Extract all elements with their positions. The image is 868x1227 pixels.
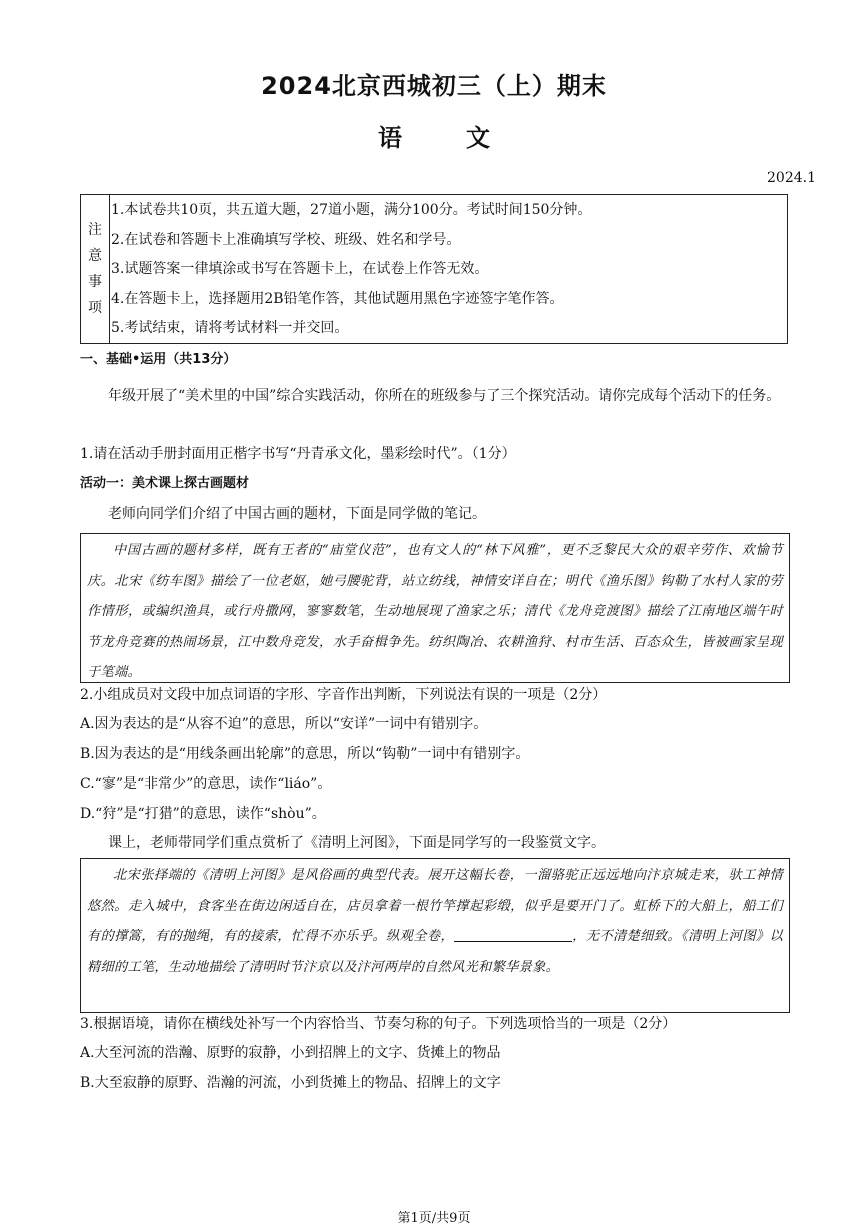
q3-option-b: B.大至寂静的原野、浩瀚的河流，小到货摊上的物品、招牌上的文字 bbox=[80, 1075, 501, 1091]
q3-option-a: A.大至河流的浩瀚、原野的寂静，小到招牌上的文字、货摊上的物品 bbox=[80, 1045, 501, 1061]
notice-item: 1.本试卷共10页，共五道大题，27道小题，满分100分。考试时间150分钟。 bbox=[111, 202, 592, 218]
notice-label bbox=[81, 195, 110, 343]
note-text: 中国古画的题材多样，既有王者的“庙堂仪范”，也有文人的“林下风雅”，更不乏黎民大众的艰辛劳作、欢愉节庆。北宋《纺车图》描绘了一位老妪，她弓腰驼背，站立纺线，神情安详自在；明代《渔乐图》钩勒了水村人家的劳作情形，或编织渔具，或行舟撒网，寥寥数笔，生动地展现了渔家之乐；清代《龙舟竞渡图》描绘了江南地区端午时节龙舟竞赛的热闹场景，江中数舟竞发，水手奋楫争先。纺织陶冶、农耕渔狩、村市生活、百态众生，皆被画家呈现于笔端。 bbox=[87, 543, 783, 680]
notice-label-char: 项 bbox=[88, 300, 102, 316]
exam-title: 2024北京西城初三（上）期末 bbox=[261, 72, 607, 100]
page-footer: 第1页/共9页 bbox=[397, 1211, 471, 1226]
exam-date: 2024.1 bbox=[767, 170, 816, 186]
appreciation-box bbox=[80, 858, 790, 1013]
question-3: 3.根据语境，请你在横线处补写一个内容恰当、节奏匀称的句子。下列选项恰当的一项是（2分） bbox=[80, 1016, 677, 1032]
subject-title: 语文 bbox=[378, 124, 554, 152]
note-box bbox=[80, 533, 790, 683]
appreciation-text-after: ，无不清楚细致。《清明上河图》以精细的工笔，生动地描绘了清明时节汴京以及汴河两岸的自然风光和繁华景象。 bbox=[87, 929, 783, 975]
section-heading: 一、基础•运用（共13分） bbox=[80, 352, 237, 367]
section-intro: 年级开展了“美术里的中国”综合实践活动，你所在的班级参与了三个探究活动。请你完成每个活动下的任务。 bbox=[108, 388, 781, 404]
q2-option-d: D.“狩”是“打猎”的意思，读作“shòu”。 bbox=[80, 806, 326, 822]
notice-label-char: 意 bbox=[88, 248, 102, 264]
appreciation-text-before: 北宋张择端的《清明上河图》是风俗画的典型代表。展开这幅长卷，一溜骆驼正远远地向汴京城走来，驮工神情悠然。走入城中，食客坐在街边闲适自在，店员拿着一根竹竿撑起彩缎，似乎是要开门了。虹桥下的大船上，船工们有的撑篙，有的抛绳，有的接索，忙得不亦乐乎。纵观全卷， bbox=[87, 868, 783, 944]
q2-option-a: A.因为表达的是“从容不迫”的意思，所以“安详”一词中有错别字。 bbox=[80, 716, 488, 732]
activity-1-intro: 老师向同学们介绍了中国古画的题材，下面是同学做的笔记。 bbox=[108, 506, 486, 522]
notice-label-char: 注 bbox=[88, 222, 102, 238]
question-1: 1.请在活动手册封面用正楷字书写“丹青承文化，墨彩绘时代”。（1分） bbox=[80, 446, 516, 462]
notice-item: 4.在答题卡上，选择题用2B铅笔作答，其他试题用黑色字迹签字笔作答。 bbox=[111, 290, 564, 307]
notice-items bbox=[111, 197, 591, 345]
notice-label-char: 事 bbox=[88, 274, 102, 290]
activity-1-heading: 活动一：美术课上探古画题材 bbox=[80, 476, 250, 491]
notice-item: 2.在试卷和答题卡上准确填写学校、班级、姓名和学号。 bbox=[111, 231, 461, 248]
question-2: 2.小组成员对文段中加点词语的字形、字音作出判断，下列说法有误的一项是（2分） bbox=[80, 687, 607, 703]
notice-item: 5.考试结束，请将考试材料一并交回。 bbox=[111, 320, 349, 336]
notice-item: 3.试题答案一律填涂或书写在答题卡上，在试卷上作答无效。 bbox=[111, 261, 489, 277]
q2-after-text: 课上，老师带同学们重点赏析了《清明上河图》，下面是同学写的一段鉴赏文字。 bbox=[108, 835, 605, 851]
notice-table bbox=[80, 194, 788, 344]
answer-blank[interactable] bbox=[454, 925, 572, 942]
q2-option-c: C.“寥”是“非常少”的意思，读作“liáo”。 bbox=[80, 776, 332, 792]
q2-option-b: B.因为表达的是“用线条画出轮廓”的意思，所以“钩勒”一词中有错别字。 bbox=[80, 746, 530, 762]
